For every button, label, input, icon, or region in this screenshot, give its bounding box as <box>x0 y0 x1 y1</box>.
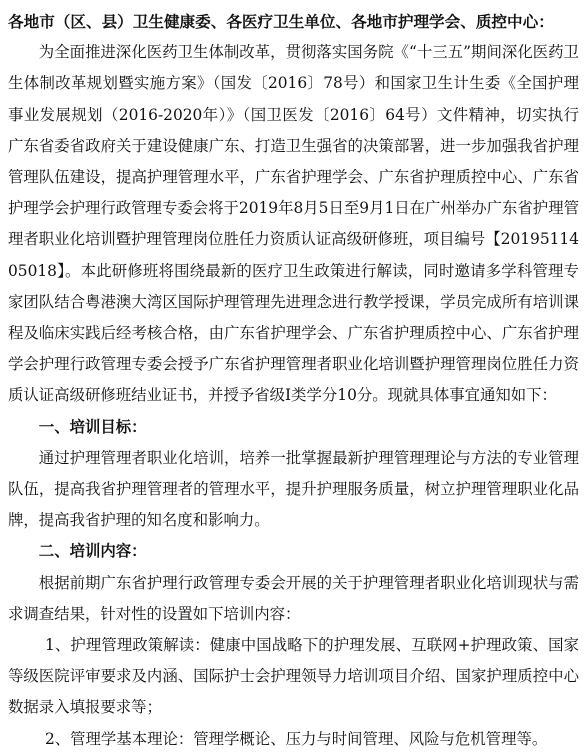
section-heading-training-content: 二、培训内容： <box>38 542 147 561</box>
section-heading-training-goal: 一、培训目标： <box>38 417 147 436</box>
list-item-policy-interpretation: 1、护理管理政策解读：健康中国战略下的护理发展、互联网+护理政策、国家等级医院评审要求及内涵、国际护士会护理领导力培训项目介绍、国家护理质控中心数据录入填报要求等； <box>8 636 579 717</box>
list-item-management-theory: 2、管理学基本理论：管理学概论、压力与时间管理、风险与危机管理等。 <box>44 729 548 748</box>
intro-paragraph: 为全面推进深化医药卫生体制改革，贯彻落实国务院《“十三五”期间深化医药卫生体制改革规划暨实施方案》（国发〔2016〕78号）和国家卫生计生委《全国护理事业发展规划（2016-2020年）》（国卫医发〔2016〕64号）文件精神，切实执行广东省委省政府关于建设健康广东、打造卫生强省的决策部署，进一步加强我省护理管理队伍建设，提高护理管理水平，广东省护理学会、广东省护理质控中心、广东省护理学会护理行政管理专委会将于2019年8月5日至9月1日在广州举办广东省护理管理者职业化培训暨护理管理岗位胜任力资质认证高级研修班，项目编号【2019511405018】。本此研修班将围绕最新的医疗卫生政策进行解读，同时邀请多学科管理专家团队结合粤港澳大湾区国际护理管理先进理念进行教学授课，学员完成所有培训课程及临床实践后经考核合格，由广东省护理学会、广东省护理质控中心、广东省护理学会护理行政管理专委会授予广东省护理管理者职业化培训暨护理管理岗位胜任力资质认证高级研修班结业证书，并授予省级Ⅰ类学分10分。现就具体事宜通知如下： <box>8 43 579 405</box>
training-content-paragraph: 根据前期广东省护理行政管理专委会开展的关于护理管理者职业化培训现状与需求调查结果，针对性的设置如下培训内容： <box>8 573 579 623</box>
training-goal-paragraph: 通过护理管理者职业化培训，培养一批掌握最新护理管理理论与方法的专业管理队伍，提高我省护理管理者的管理水平，提升护理服务质量，树立护理管理职业化品牌，提高我省护理的知名度和影响力。 <box>8 448 579 530</box>
salutation: 各地市（区、县）卫生健康委、各医疗卫生单位、各地市护理学会、质控中心： <box>8 12 554 31</box>
